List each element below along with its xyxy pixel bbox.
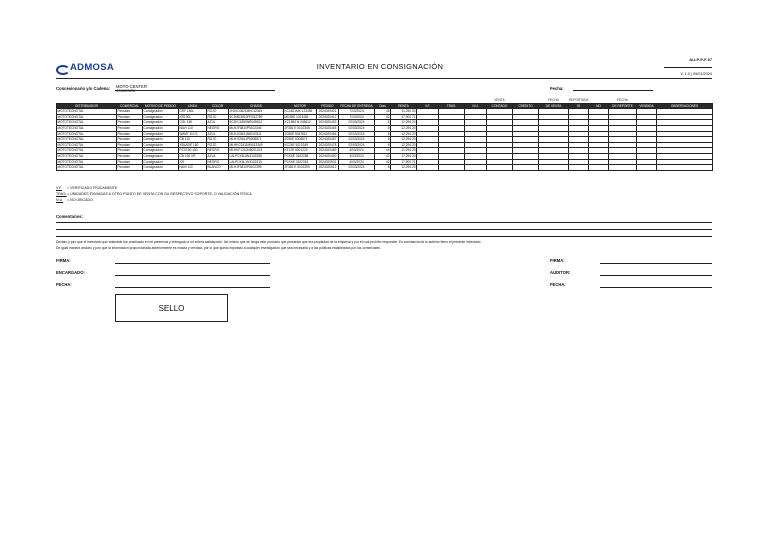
logo-swoosh-icon bbox=[56, 63, 68, 73]
firma-right-field[interactable] bbox=[600, 263, 712, 264]
column-header: MOTIVO DE PEDIDO bbox=[143, 103, 179, 109]
table-cell: 02/03/2024 bbox=[339, 131, 375, 137]
table-cell: MOTOTECNOTAL bbox=[57, 142, 117, 148]
table-cell: MOTOTECNOTAL bbox=[57, 109, 117, 115]
table-cell: JC96E 5008871 bbox=[284, 137, 317, 143]
table-cell: AZUL bbox=[207, 120, 229, 126]
fecha-left-label: FECHA: bbox=[56, 282, 72, 287]
table-cell: 2024020467 bbox=[317, 137, 339, 143]
table-cell: 2024020490 bbox=[317, 153, 339, 159]
table-cell: 2024020512 bbox=[317, 165, 339, 171]
table-cell: MOTOTECNOTAL bbox=[57, 137, 117, 143]
table-cell: Pinoolan bbox=[117, 109, 143, 115]
table-cell: 8 bbox=[375, 165, 391, 171]
table-cell: MOTOTECNOTAL bbox=[57, 148, 117, 154]
table-cell: KC24E 5013349 bbox=[284, 142, 317, 148]
table-cell: 11,250.00 bbox=[391, 109, 417, 115]
fecha-left-field[interactable] bbox=[115, 287, 270, 288]
table-cell: JC86E 5047811 bbox=[284, 131, 317, 137]
column-header: CHASIS bbox=[229, 103, 284, 109]
comentarios-label: Comentarios: bbox=[56, 214, 83, 219]
column-header: PEDIDO bbox=[317, 103, 339, 109]
table-cell: MLHKF1210N5001223 bbox=[229, 148, 284, 154]
table-cell: NEGRO bbox=[207, 125, 229, 131]
table-cell: Pinoolan bbox=[117, 159, 143, 165]
table-cell: MD38E 1023456 bbox=[284, 114, 317, 120]
concesionario-underline bbox=[115, 90, 275, 91]
table-cell: Consignación bbox=[143, 148, 179, 154]
concesionario-value[interactable]: MOTO CENTER bbox=[116, 84, 147, 89]
legend-item bbox=[56, 197, 252, 203]
table-cell: KC0821MK 123456 bbox=[284, 109, 317, 115]
sello-label: SELLO bbox=[158, 303, 185, 313]
table-cell: Pinoolan bbox=[117, 114, 143, 120]
table-cell: Consignación bbox=[143, 109, 179, 115]
table-cell: 2024020456 bbox=[317, 131, 339, 137]
legend bbox=[56, 185, 252, 203]
table-cell: Pinoolan bbox=[117, 148, 143, 154]
table-cell: 2024020501 bbox=[317, 159, 339, 165]
concesionario-label: Concesionario y/o Cadena: bbox=[56, 86, 110, 91]
table-cell: NAVI 110 bbox=[179, 125, 207, 131]
comment-line-3[interactable] bbox=[56, 236, 712, 237]
table-header-row bbox=[57, 103, 713, 109]
table-cell: NEGRO bbox=[207, 148, 229, 154]
table-cell: CB 110 bbox=[179, 137, 207, 143]
table-cell: ROJO bbox=[207, 109, 229, 115]
legend-code: TRAS. bbox=[56, 192, 67, 196]
table-cell: BLANCO bbox=[207, 165, 229, 171]
legend-text: = VERIFICADO FÍSICAMENTE bbox=[67, 186, 118, 190]
table-cell: 8 bbox=[375, 142, 391, 148]
table-cell: 2024020445 bbox=[317, 125, 339, 131]
document-code-block bbox=[664, 58, 712, 76]
table-cell: 02/03/2024 bbox=[339, 125, 375, 131]
auditor-label: AUDITOR: bbox=[550, 270, 571, 275]
table-cell: Consignación bbox=[143, 114, 179, 120]
firma-left-label: FIRMA: bbox=[56, 258, 71, 263]
fecha-right-field[interactable] bbox=[600, 287, 712, 288]
table-cell: 17,294.20 bbox=[391, 153, 417, 159]
legend-code: N.U. bbox=[56, 198, 64, 202]
encargado-field[interactable] bbox=[115, 275, 270, 276]
declaration-line-2: De igual manera declaro y juro que la información proporcionada anteriormente es exacta y verídica, por lo que quedo expuesto a cualquier investigación que sea necesaria y a las políticas establecidas por los comerciales. bbox=[56, 246, 381, 250]
table-cell: 9C2MD3810PR012789 bbox=[229, 114, 284, 120]
encargado-label: ENCARGADO: bbox=[56, 270, 85, 275]
table-cell: KF12E 5001223 bbox=[284, 148, 317, 154]
table-cell: MOTOTECNOTAL bbox=[57, 153, 117, 159]
table-cell: 42 bbox=[375, 114, 391, 120]
column-header: COMERCIAL bbox=[117, 103, 143, 109]
table-cell: CGL 150 bbox=[179, 120, 207, 126]
concesionario-sub: CONCESIÓN bbox=[116, 89, 136, 93]
table-cell: 12,294.20 bbox=[391, 131, 417, 137]
table-cell: 12,294.20 bbox=[391, 142, 417, 148]
column-header: DISTRIBUIDOR bbox=[57, 103, 117, 109]
table-cell: LALPCK6L1N3102315 bbox=[229, 159, 284, 165]
table-cell: 7/03/2024 bbox=[339, 109, 375, 115]
group-header: VENTA bbox=[487, 98, 513, 103]
table-cell: 02/03/2024 bbox=[339, 142, 375, 148]
table-cell-empty[interactable] bbox=[657, 165, 713, 171]
column-header: COLOR bbox=[207, 103, 229, 109]
table-cell: 2024020401 bbox=[317, 109, 339, 115]
column-header: VENDIDA bbox=[637, 103, 657, 109]
document-title: INVENTARIO EN CONSIGNACIÓN bbox=[316, 62, 444, 71]
table-cell: 02/03/2024 bbox=[339, 137, 375, 143]
column-header: DE VENTA bbox=[539, 103, 569, 109]
table-cell: Consignación bbox=[143, 153, 179, 159]
table-cell: ROJO bbox=[207, 114, 229, 120]
table-cell-empty[interactable] bbox=[569, 165, 589, 171]
table-cell: ROJO bbox=[207, 142, 229, 148]
table-cell: 4/03/2024 bbox=[339, 159, 375, 165]
table-cell: 02/03/2024 bbox=[339, 165, 375, 171]
group-header: REPORTADA bbox=[569, 98, 589, 102]
table-cell: MOTOTECNOTAL bbox=[57, 159, 117, 165]
table-cell: Consignación bbox=[143, 131, 179, 137]
table-cell: 17,900.71 bbox=[391, 159, 417, 165]
table-cell: 42 bbox=[375, 159, 391, 165]
table-cell: 02/03/2024 bbox=[339, 120, 375, 126]
inventory-table bbox=[56, 98, 713, 171]
table-cell: WAVE 110 S bbox=[179, 131, 207, 137]
auditor-field[interactable] bbox=[600, 275, 712, 276]
column-header: V.F. bbox=[417, 103, 439, 109]
table-cell: 12,294.20 bbox=[391, 165, 417, 171]
table-cell: PCK6E 3102288 bbox=[284, 153, 317, 159]
table-cell: 8 bbox=[375, 125, 391, 131]
table-cell-empty[interactable] bbox=[417, 165, 439, 171]
table-cell: 4/03/2024 bbox=[339, 153, 375, 159]
column-header: DE REPORTE bbox=[609, 103, 637, 109]
table-cell: 2024020433 bbox=[317, 120, 339, 126]
table-cell: XBLADE 160 bbox=[179, 142, 207, 148]
table-cell: 4/03/2024 bbox=[339, 148, 375, 154]
table-cell: Pinoolan bbox=[117, 125, 143, 131]
table-cell: 8 bbox=[375, 120, 391, 126]
table-cell: MLHJC9611P5008871 bbox=[229, 137, 284, 143]
table-cell: MLHJF3810P5102345 bbox=[229, 125, 284, 131]
table-cell: Consignación bbox=[143, 159, 179, 165]
table-cell: 45 bbox=[375, 109, 391, 115]
table-cell: JH2KC0821MK012345 bbox=[229, 109, 284, 115]
legend-text: = NO UBICADO. bbox=[67, 198, 94, 202]
table-cell-empty[interactable] bbox=[539, 165, 569, 171]
table-cell-empty[interactable] bbox=[589, 165, 609, 171]
column-header: OBSERVACIONES bbox=[657, 103, 713, 109]
comment-line-1[interactable] bbox=[56, 222, 712, 223]
comment-line-2[interactable] bbox=[56, 229, 712, 230]
column-header: RENTA bbox=[391, 103, 417, 109]
table-cell: 17,900.71 bbox=[391, 114, 417, 120]
table-cell: NAVI 110 bbox=[179, 165, 207, 171]
column-header: TRAS. bbox=[439, 103, 465, 109]
table-cell: JF381 E 5102399 bbox=[284, 165, 317, 171]
table-cell: Pinoolan bbox=[117, 165, 143, 171]
table-cell-empty[interactable] bbox=[609, 165, 637, 171]
logo-text: ADMOSA bbox=[70, 62, 115, 73]
table-cell: XR190L bbox=[179, 114, 207, 120]
table-cell: MLHJF3810P5102399 bbox=[229, 165, 284, 171]
table-cell: MOTOTECNOTAL bbox=[57, 165, 117, 171]
column-header: FECHA DE ENTREGA bbox=[340, 103, 373, 108]
table-cell-empty[interactable] bbox=[513, 165, 539, 171]
table-cell: CB 190 XR bbox=[179, 153, 207, 159]
table-cell: NEGRO bbox=[207, 159, 229, 165]
table-cell: ROJO bbox=[207, 137, 229, 143]
table-cell: CRF 150L bbox=[179, 109, 207, 115]
column-header: LÍNEA bbox=[179, 103, 207, 109]
table-cell: 8 bbox=[375, 137, 391, 143]
declaration-line-1: Declaro y juro que el inventario que antecede fue practicado en mi presencia y entregado a mi entera satisfacción. Así mismo que se tenga este producto que presentar que era propiedad de la empresa y por el cual prohíbo responder. En constancia de lo anterior firmo el presente inventario. bbox=[56, 240, 482, 244]
table-cell: 42 bbox=[375, 153, 391, 159]
table-cell: MLHKC2411M5013349 bbox=[229, 142, 284, 148]
table-cell: JF381 E 5102345 bbox=[284, 125, 317, 131]
column-header: N.U. bbox=[465, 103, 487, 109]
legend-code: V.F. bbox=[56, 186, 62, 190]
group-header: FECHA bbox=[609, 98, 637, 103]
column-header: CONTADO bbox=[487, 103, 513, 109]
column-header: Días bbox=[375, 103, 391, 109]
table-cell: 12,294.20 bbox=[391, 125, 417, 131]
table-cell: MLHJC8611N5047811 bbox=[229, 131, 284, 137]
table-cell-empty[interactable] bbox=[487, 165, 513, 171]
table-cell: MOTOTECNOTAL bbox=[57, 114, 117, 120]
fecha-label: Fecha: bbox=[550, 86, 564, 91]
table-cell: Consignación bbox=[143, 120, 179, 126]
table-cell-empty[interactable] bbox=[465, 165, 487, 171]
table-cell: Pinoolan bbox=[117, 142, 143, 148]
table-cell: 12,294.20 bbox=[391, 120, 417, 126]
table-cell-empty[interactable] bbox=[637, 165, 657, 171]
table-cell: 12,294.20 bbox=[391, 137, 417, 143]
column-header: SÍ bbox=[569, 103, 589, 109]
group-header: FECHA bbox=[539, 98, 569, 103]
table-body bbox=[57, 109, 713, 171]
legend-text: = UNIDADES ENVIADAS A OTRO PUNTO DE VENTA CON SU RESPECTIVO SOPORTE, O VALIDACIÓN FÍSICA bbox=[67, 192, 252, 196]
column-header: NO bbox=[589, 103, 609, 109]
table-cell: 2024020489 bbox=[317, 148, 339, 154]
table-cell: AZUL bbox=[207, 153, 229, 159]
table-cell: MOTOTECNOTAL bbox=[57, 131, 117, 137]
header-divider bbox=[56, 78, 712, 79]
fecha-field[interactable] bbox=[573, 90, 653, 91]
table-cell: KC1850 N 045612 bbox=[284, 120, 317, 126]
table-cell: AZUL bbox=[207, 131, 229, 137]
table-cell: MOTOTECNOTAL bbox=[57, 120, 117, 126]
table-cell: Consignación bbox=[143, 137, 179, 143]
table-cell: 7/03/2024 bbox=[339, 114, 375, 120]
table-cell: 2024020412 bbox=[317, 114, 339, 120]
table-cell: Consignación bbox=[143, 142, 179, 148]
table-cell: MOTOTECNOTAL bbox=[57, 125, 117, 131]
table-cell: XR bbox=[179, 159, 207, 165]
document-version: V. 1.0 | 09/01/2024 bbox=[680, 72, 712, 76]
column-header: CRÉDITO bbox=[513, 103, 539, 109]
table-cell: Pinoolan bbox=[117, 131, 143, 137]
table-cell: 44 bbox=[375, 148, 391, 154]
table-cell: Pinoolan bbox=[117, 153, 143, 159]
table-cell: 9C2KC1850NR045612 bbox=[229, 120, 284, 126]
table-cell: PCK6E 3102315 bbox=[284, 159, 317, 165]
table-cell: LALPCK6L8N3102288 bbox=[229, 153, 284, 159]
table-cell: Pinoolan bbox=[117, 137, 143, 143]
column-header: MOTOR bbox=[284, 103, 317, 109]
table-cell: Pinoolan bbox=[117, 120, 143, 126]
table-cell: 11,294.20 bbox=[391, 148, 417, 154]
table-row bbox=[57, 165, 713, 171]
firma-left-field[interactable] bbox=[115, 263, 270, 264]
table-cell: 2024020478 bbox=[317, 142, 339, 148]
table-cell: 8 bbox=[375, 131, 391, 137]
sello-box[interactable] bbox=[115, 294, 228, 322]
table-cell: Consignación bbox=[143, 165, 179, 171]
firma-right-label: FIRMA: bbox=[550, 258, 565, 263]
table-cell: PCX150 150 bbox=[179, 148, 207, 154]
company-logo bbox=[56, 62, 114, 73]
table-cell-empty[interactable] bbox=[439, 165, 465, 171]
fecha-right-label: FECHA: bbox=[550, 282, 566, 287]
document-code: AI-LP-P-F-07 bbox=[689, 58, 712, 62]
table-cell: Consignación bbox=[143, 125, 179, 131]
